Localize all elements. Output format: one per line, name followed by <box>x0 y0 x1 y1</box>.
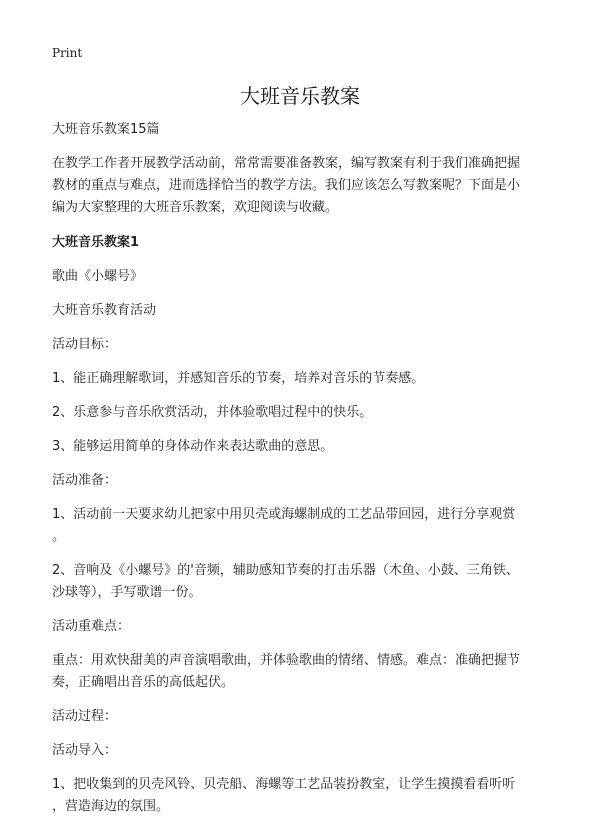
intro-paragraph-line-1: 在教学工作者开展教学活动前，常常需要准备教案，编写教案有利于我们准确把握 <box>52 156 521 171</box>
subtitle: 大班音乐教案15篇 <box>52 122 160 137</box>
goal-item-2: 2、乐意参与音乐欣赏活动，并体验歌唱过程中的快乐。 <box>52 405 373 420</box>
key-points-line-2: 奏，正确唱出音乐的高低起伏。 <box>52 675 235 690</box>
prep-label: 活动准备： <box>52 473 118 488</box>
key-points-label: 活动重难点： <box>52 619 131 634</box>
process-label: 活动过程： <box>52 709 118 724</box>
section-heading: 大班音乐教案1 <box>52 235 140 250</box>
prep-item-2-line-1: 2、音响及《小螺号》的'音频，辅助感知节奏的打击乐器（木鱼、小鼓、三角铁、 <box>52 563 519 578</box>
song-title: 歌曲《小螺号》 <box>52 269 144 284</box>
prep-item-1-line-2: 。 <box>52 529 66 544</box>
activity-type: 大班音乐教育活动 <box>52 303 157 318</box>
goals-label: 活动目标： <box>52 337 118 352</box>
goal-item-1: 1、能正确理解歌词，并感知音乐的节奏，培养对音乐的节奏感。 <box>52 371 425 386</box>
intro-activity-label: 活动导入： <box>52 743 118 758</box>
article-body <box>52 119 552 818</box>
intro-paragraph-line-2: 教材的重点与难点，进而选择恰当的教学方法。我们应该怎么写教案呢？下面是小 <box>52 178 521 193</box>
key-points-line-1: 重点：用欢快甜美的声音演唱歌曲，并体验歌曲的情绪、情感。难点：准确把握节 <box>52 653 521 668</box>
prep-item-2-line-2: 沙球等），手写歌谱一份。 <box>52 585 202 600</box>
print-link[interactable]: Print <box>52 46 83 60</box>
goal-item-3: 3、能够运用简单的身体动作来表达歌曲的意思。 <box>52 439 334 454</box>
intro-paragraph-line-3: 编为大家整理的大班音乐教案，欢迎阅读与收藏。 <box>52 200 339 215</box>
step-item-1-line-1: 1、把收集到的贝壳风铃、贝壳船、海螺等工艺品装扮教室，让学生摸摸看看听听 <box>52 777 516 792</box>
step-item-1-line-2: ，营造海边的氛围。 <box>52 799 170 814</box>
page-title: 大班音乐教案 <box>240 84 360 108</box>
prep-item-1-line-1: 1、活动前一天要求幼儿把家中用贝壳或海螺制成的工艺品带回园，进行分享观赏 <box>52 507 516 522</box>
